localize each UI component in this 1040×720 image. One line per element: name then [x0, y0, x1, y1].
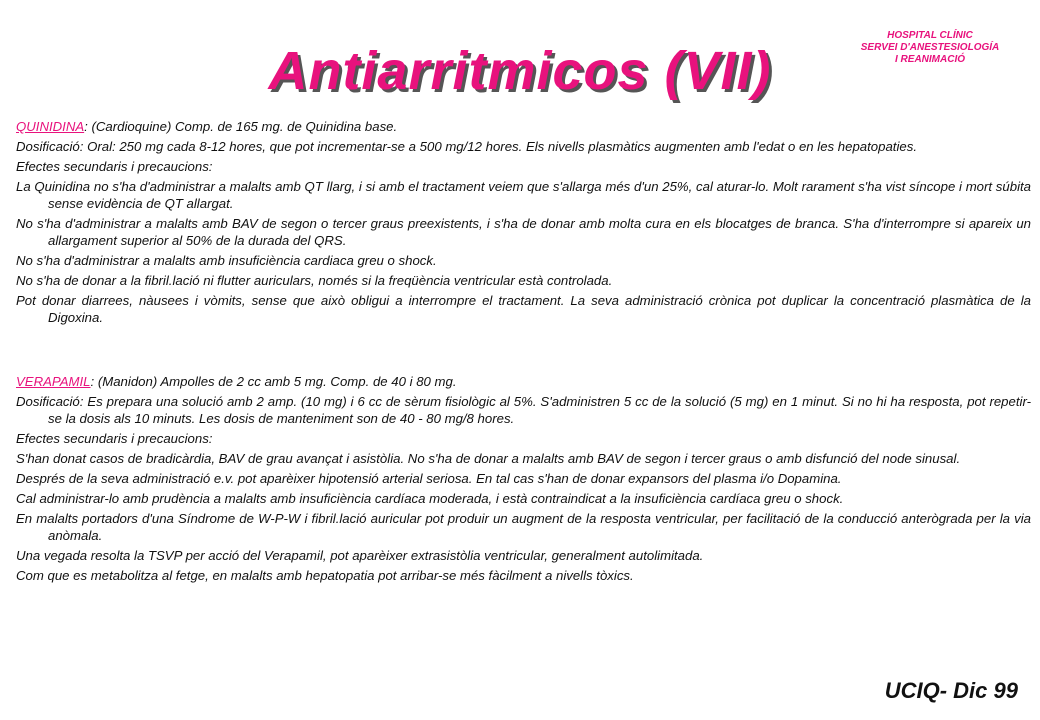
- quinidina-name: QUINIDINA: [16, 119, 85, 134]
- verapamil-paragraph: Dosificació: Es prepara una solució amb 2 amp. (10 mg) i 6 cc de sèrum fisiològic al 5%. S'administren 5 cc de la solució (5 mg) en 1 minut. Si no hi ha resposta, pot repetir-se la dosis als 10 minuts. Les dosis de manteniment son de 40 - 80 mg/8 hores.: [16, 394, 1031, 426]
- verapamil-heading: [16, 373, 1031, 390]
- hospital-line-3: I REANIMACIÓ: [895, 54, 965, 65]
- quinidina-paragraph: Efectes secundaris i precaucions:: [16, 159, 213, 174]
- verapamil-paragraph: Una vegada resolta la TSVP per acció del Verapamil, pot aparèixer extrasistòlia ventricular, generalment autolimitada.: [16, 548, 704, 563]
- quinidina-paragraph: No s'ha de donar a la fibril.lació ni flutter auriculars, només si la freqüència ventricular està controlada.: [16, 273, 613, 288]
- verapamil-paragraph: Efectes secundaris i precaucions:: [16, 431, 213, 446]
- quinidina-paragraph: Pot donar diarrees, nàusees i vòmits, sense que això obligui a interrompre el tractament. La seva administració crònica pot duplicar la concentració plasmàtica de la Digoxina.: [16, 293, 1031, 325]
- footer-label: UCIQ- Dic 99: [884, 678, 1018, 703]
- slide-content: [16, 118, 1031, 587]
- quinidina-paragraph: No s'ha d'administrar a malalts amb BAV de segon o tercer graus preexistents, i s'ha de donar amb molta cura en els blocatges de branca. S'ha d'interrompre si apareix un allargament superior al 50% de la durada del QRS.: [16, 216, 1031, 248]
- verapamil-paragraph: Com que es metabolitza al fetge, en malalts amb hepatopatia pot arribar-se més fàcilment a nivells tòxics.: [16, 568, 634, 583]
- quinidina-intro: : (Cardioquine) Comp. de 165 mg. de Quinidina base.: [84, 119, 398, 134]
- quinidina-paragraph: La Quinidina no s'ha d'administrar a malalts amb QT llarg, i si amb el tractament veiem que s'allarga més d'un 25%, cal aturar-lo. Molt rarament s'ha vist síncope i mort súbita sense evidència de QT allargat.: [16, 179, 1031, 211]
- quinidina-heading: [16, 118, 1031, 135]
- verapamil-paragraph: Cal administrar-lo amb prudència a malalts amb insuficiència cardíaca moderada, i està contraindicat a la insuficiència cardíaca greu o shock.: [16, 491, 844, 506]
- hospital-header: [820, 30, 1040, 66]
- section-gap: [16, 329, 1031, 373]
- slide-title: Antiarritmicos (VII): [268, 41, 772, 101]
- verapamil-paragraph: Després de la seva administració e.v. pot aparèixer hipotensió arterial seriosa. En tal cas s'han de donar expansors del plasma i/o Dopamina.: [16, 471, 842, 486]
- quinidina-paragraph: Dosificació: Oral: 250 mg cada 8-12 hores, que pot incrementar-se a 500 mg/12 hores. Els nivells plasmàtics augmenten amb l'edat o en les hepatopaties.: [16, 139, 917, 154]
- hospital-line-2: SERVEI D'ANESTESIOLOGÍA: [860, 42, 1000, 53]
- verapamil-intro: : (Manidon) Ampolles de 2 cc amb 5 mg. Comp. de 40 i 80 mg.: [90, 374, 457, 389]
- verapamil-paragraph: En malalts portadors d'una Síndrome de W-P-W i fibril.lació auricular pot produir un augment de la resposta ventricular, per facilitació de la conducció anterògrada per la via anòmala.: [16, 511, 1031, 543]
- verapamil-name: VERAPAMIL: [16, 374, 91, 389]
- verapamil-paragraph: S'han donat casos de bradicàrdia, BAV de grau avançat i asistòlia. No s'ha de donar a malalts amb BAV de segon i tercer graus o amb disfunció del node sinusal.: [16, 451, 961, 466]
- quinidina-paragraph: No s'ha d'administrar a malalts amb insuficiència cardiaca greu o shock.: [16, 253, 437, 268]
- hospital-line-1: HOSPITAL CLÍNIC: [887, 30, 973, 41]
